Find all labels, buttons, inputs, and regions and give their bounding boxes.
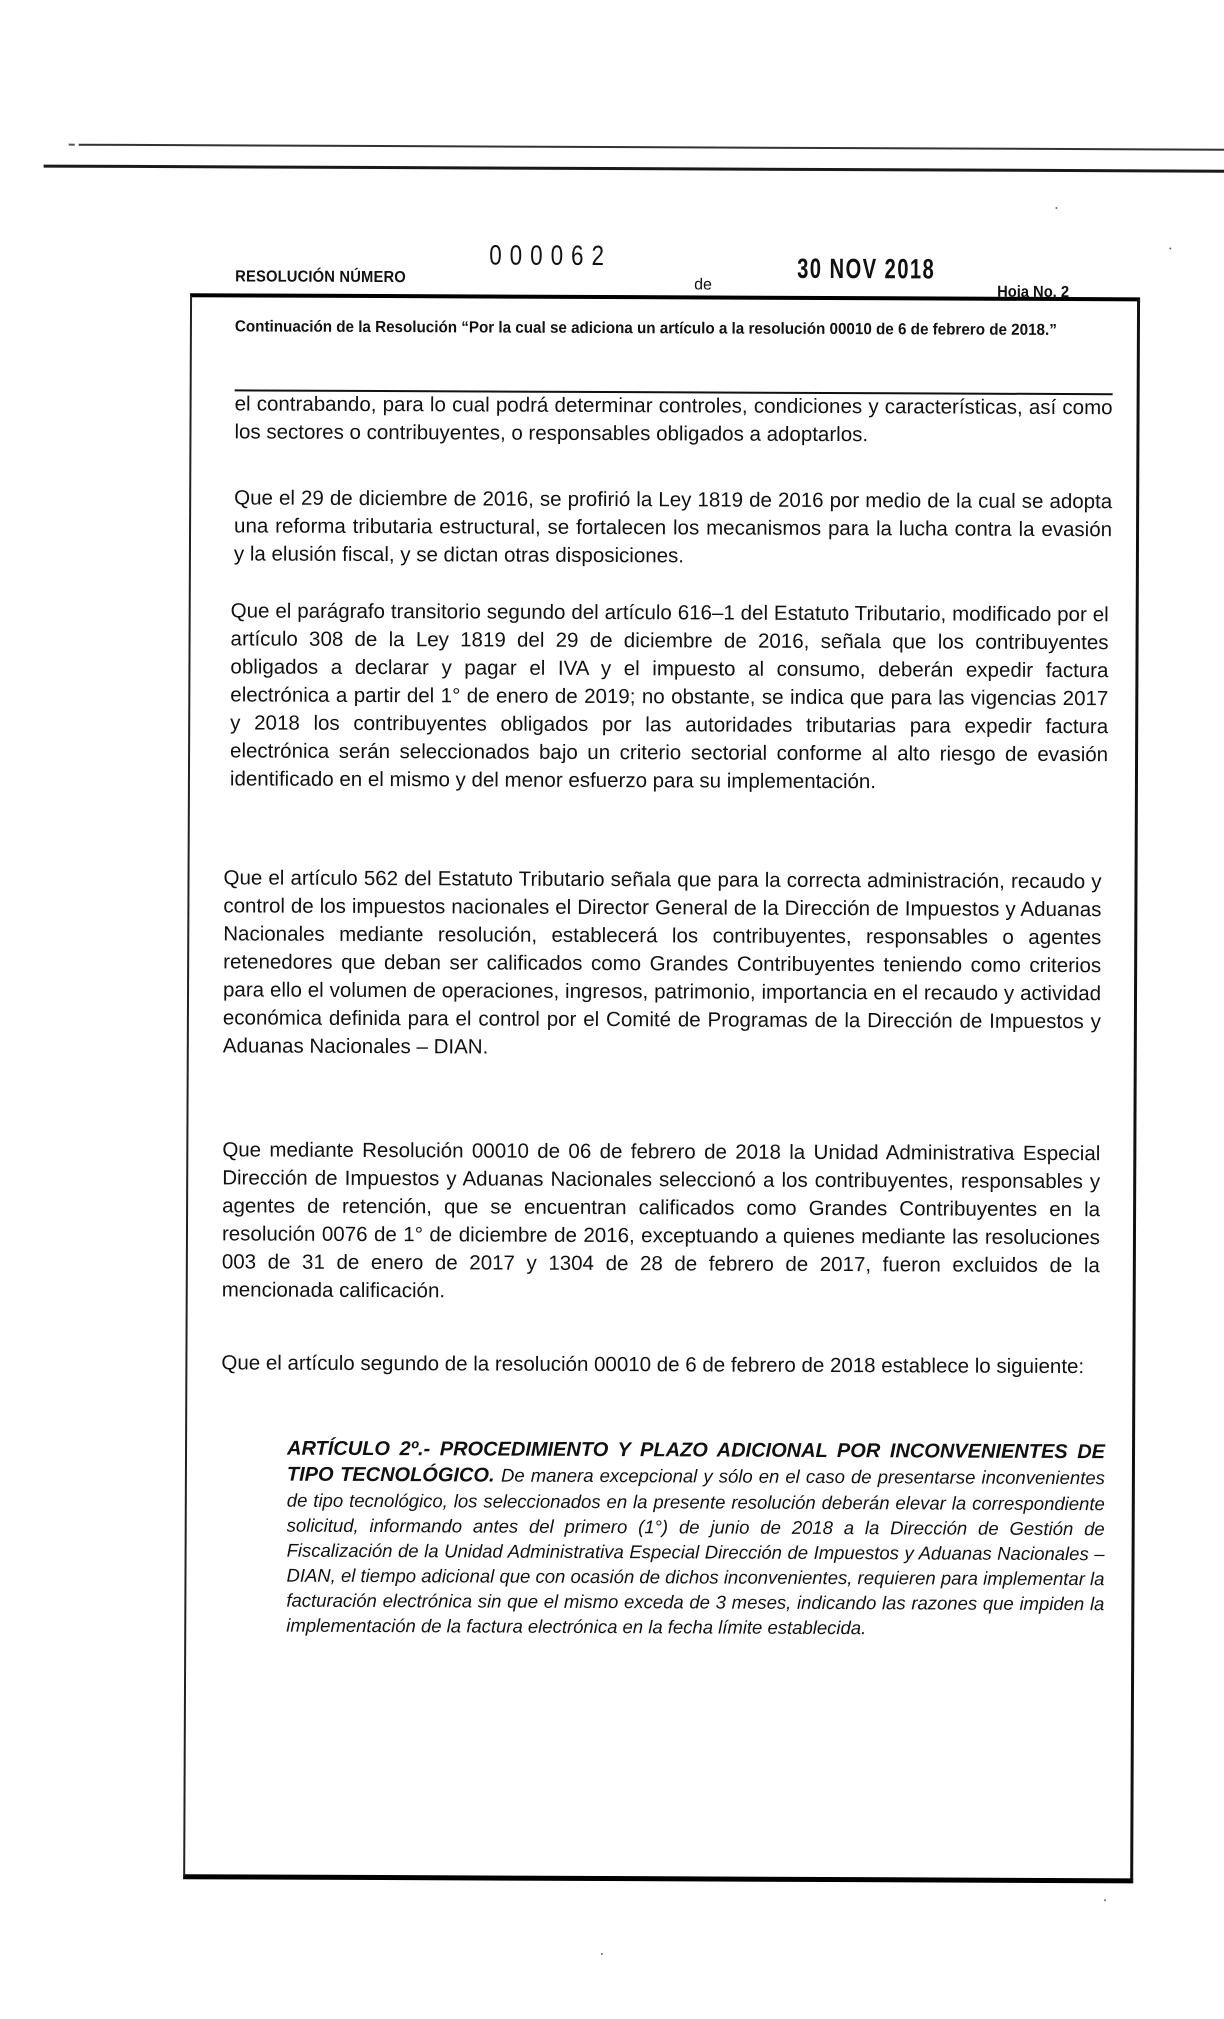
scan-speck [601, 1953, 603, 1955]
paragraph-articulo-562: Que el artículo 562 del Estatuto Tributario señala que para la correcta administración, recaudo y control de los impuestos nacionales el Director General de la Dirección de Impuestos y Aduanas Nacionales mediante resolución, establecerá los contribuyentes, responsables o agentes retenedores que deban ser calificados como Grandes Contribuyentes teniendo como criterios para ello el volumen de operaciones, ingresos, patrimonio, importancia en el recaudo y actividad económica definida para el control por el Comité de Programas de la Dirección de Impuestos y Aduanas Nacionales – DIAN. [222, 866, 1102, 1059]
resolution-label: RESOLUCIÓN NÚMERO [235, 268, 406, 287]
sheet-number: Hoja No. 2 [997, 283, 1070, 302]
scan-speck [1104, 1899, 1106, 1901]
quoted-article-title: ARTÍCULO 2º.- PROCEDIMIENTO Y PLAZO ADICIONAL POR INCONVENIENTES DE TIPO TECNOLÓGICO. [286, 1437, 1106, 1487]
scan-speck [1169, 247, 1171, 249]
resolution-header [235, 236, 1095, 300]
paragraph-ley-1819: Que el 29 de diciembre de 2016, se profirió la Ley 1819 de 2016 por medio de la cual se adopta una reforma tributaria estructural, se fortalecen los mecanismos para la lucha contra la evasión y la elusión fiscal, y se dictan otras disposiciones. [233, 486, 1113, 568]
de-label: de [694, 276, 712, 294]
paragraph-resolucion-00010: Que mediante Resolución 00010 de 06 de febrero de 2018 la Unidad Administrativa Especial Dirección de Impuestos y Aduanas Nacionales seleccionó a los contribuyentes, responsables y agentes de retención, que se encuentran calificados como Grandes Contribuyentes en la resolución 0076 de 1° de diciembre de 2016, exceptuando a quienes mediante las resoluciones 003 de 31 de enero de 2017 y 1304 de 28 de febrero de 2017, fueron excluidos de la mencionada calificación. [221, 1138, 1101, 1303]
paragraph-contrabando: el contrabando, para lo cual podrá determinar controles, condiciones y características, así como los sectores o contribuyentes, o responsables obligados a adoptarlos. [234, 392, 1113, 447]
scan-rule-top [79, 144, 1224, 151]
quoted-article [286, 1436, 1105, 1642]
paragraph-articulo-616: Que el parágrafo transitorio segundo del artículo 616–1 del Estatuto Tributario, modificado por el artículo 308 de la Ley 1819 del 29 de diciembre de 2016, señala que los contribuyentes obligados a declarar y pagar el IVA y el impuesto al consumo, deberán expedir factura electrónica a partir del 1° de enero de 2019; no obstante, se indica que para las vigencias 2017 y 2018 los contribuyentes obligados por las autoridades tributarias para expedir factura electrónica serán seleccionados bajo un criterio sectorial conforme al alto riesgo de evasión identificado en el mismo y del menor esfuerzo para su implementación. [229, 599, 1109, 794]
scan-speck [1055, 207, 1057, 209]
paragraph-articulo-segundo: Que el artículo segundo de la resolución 00010 de 6 de febrero de 2018 establece lo siguiente: [221, 1351, 1085, 1379]
continuation-heading: Continuación de la Resolución “Por la cual se adiciona un artículo a la resolución 00010 de 6 de febrero de 2018.” [234, 318, 1057, 339]
date-stamp: 30 NOV 2018 [797, 252, 936, 285]
resolution-number: 000062 [489, 239, 613, 272]
quoted-article-body: De manera excepcional y sólo en el caso de presentarse inconvenientes de tipo tecnológico, los seleccionados en la presente resolución deberán elevar la correspondiente solicitud, informando antes del primero (1°) de junio de 2018 a la Dirección de Gestión de Fiscalización de la Unidad Administrativa Especial Dirección de Impuestos y Aduanas Nacionales – DIAN, el tiempo adicional que con ocasión de dichos inconvenientes, requieren para implementar la facturación electrónica sin que el mismo exceda de 3 meses, indicando las razones que impiden la implementación de la factura electrónica en la fecha límite establecida. [286, 1464, 1105, 1639]
scan-rule-second [44, 165, 1224, 173]
